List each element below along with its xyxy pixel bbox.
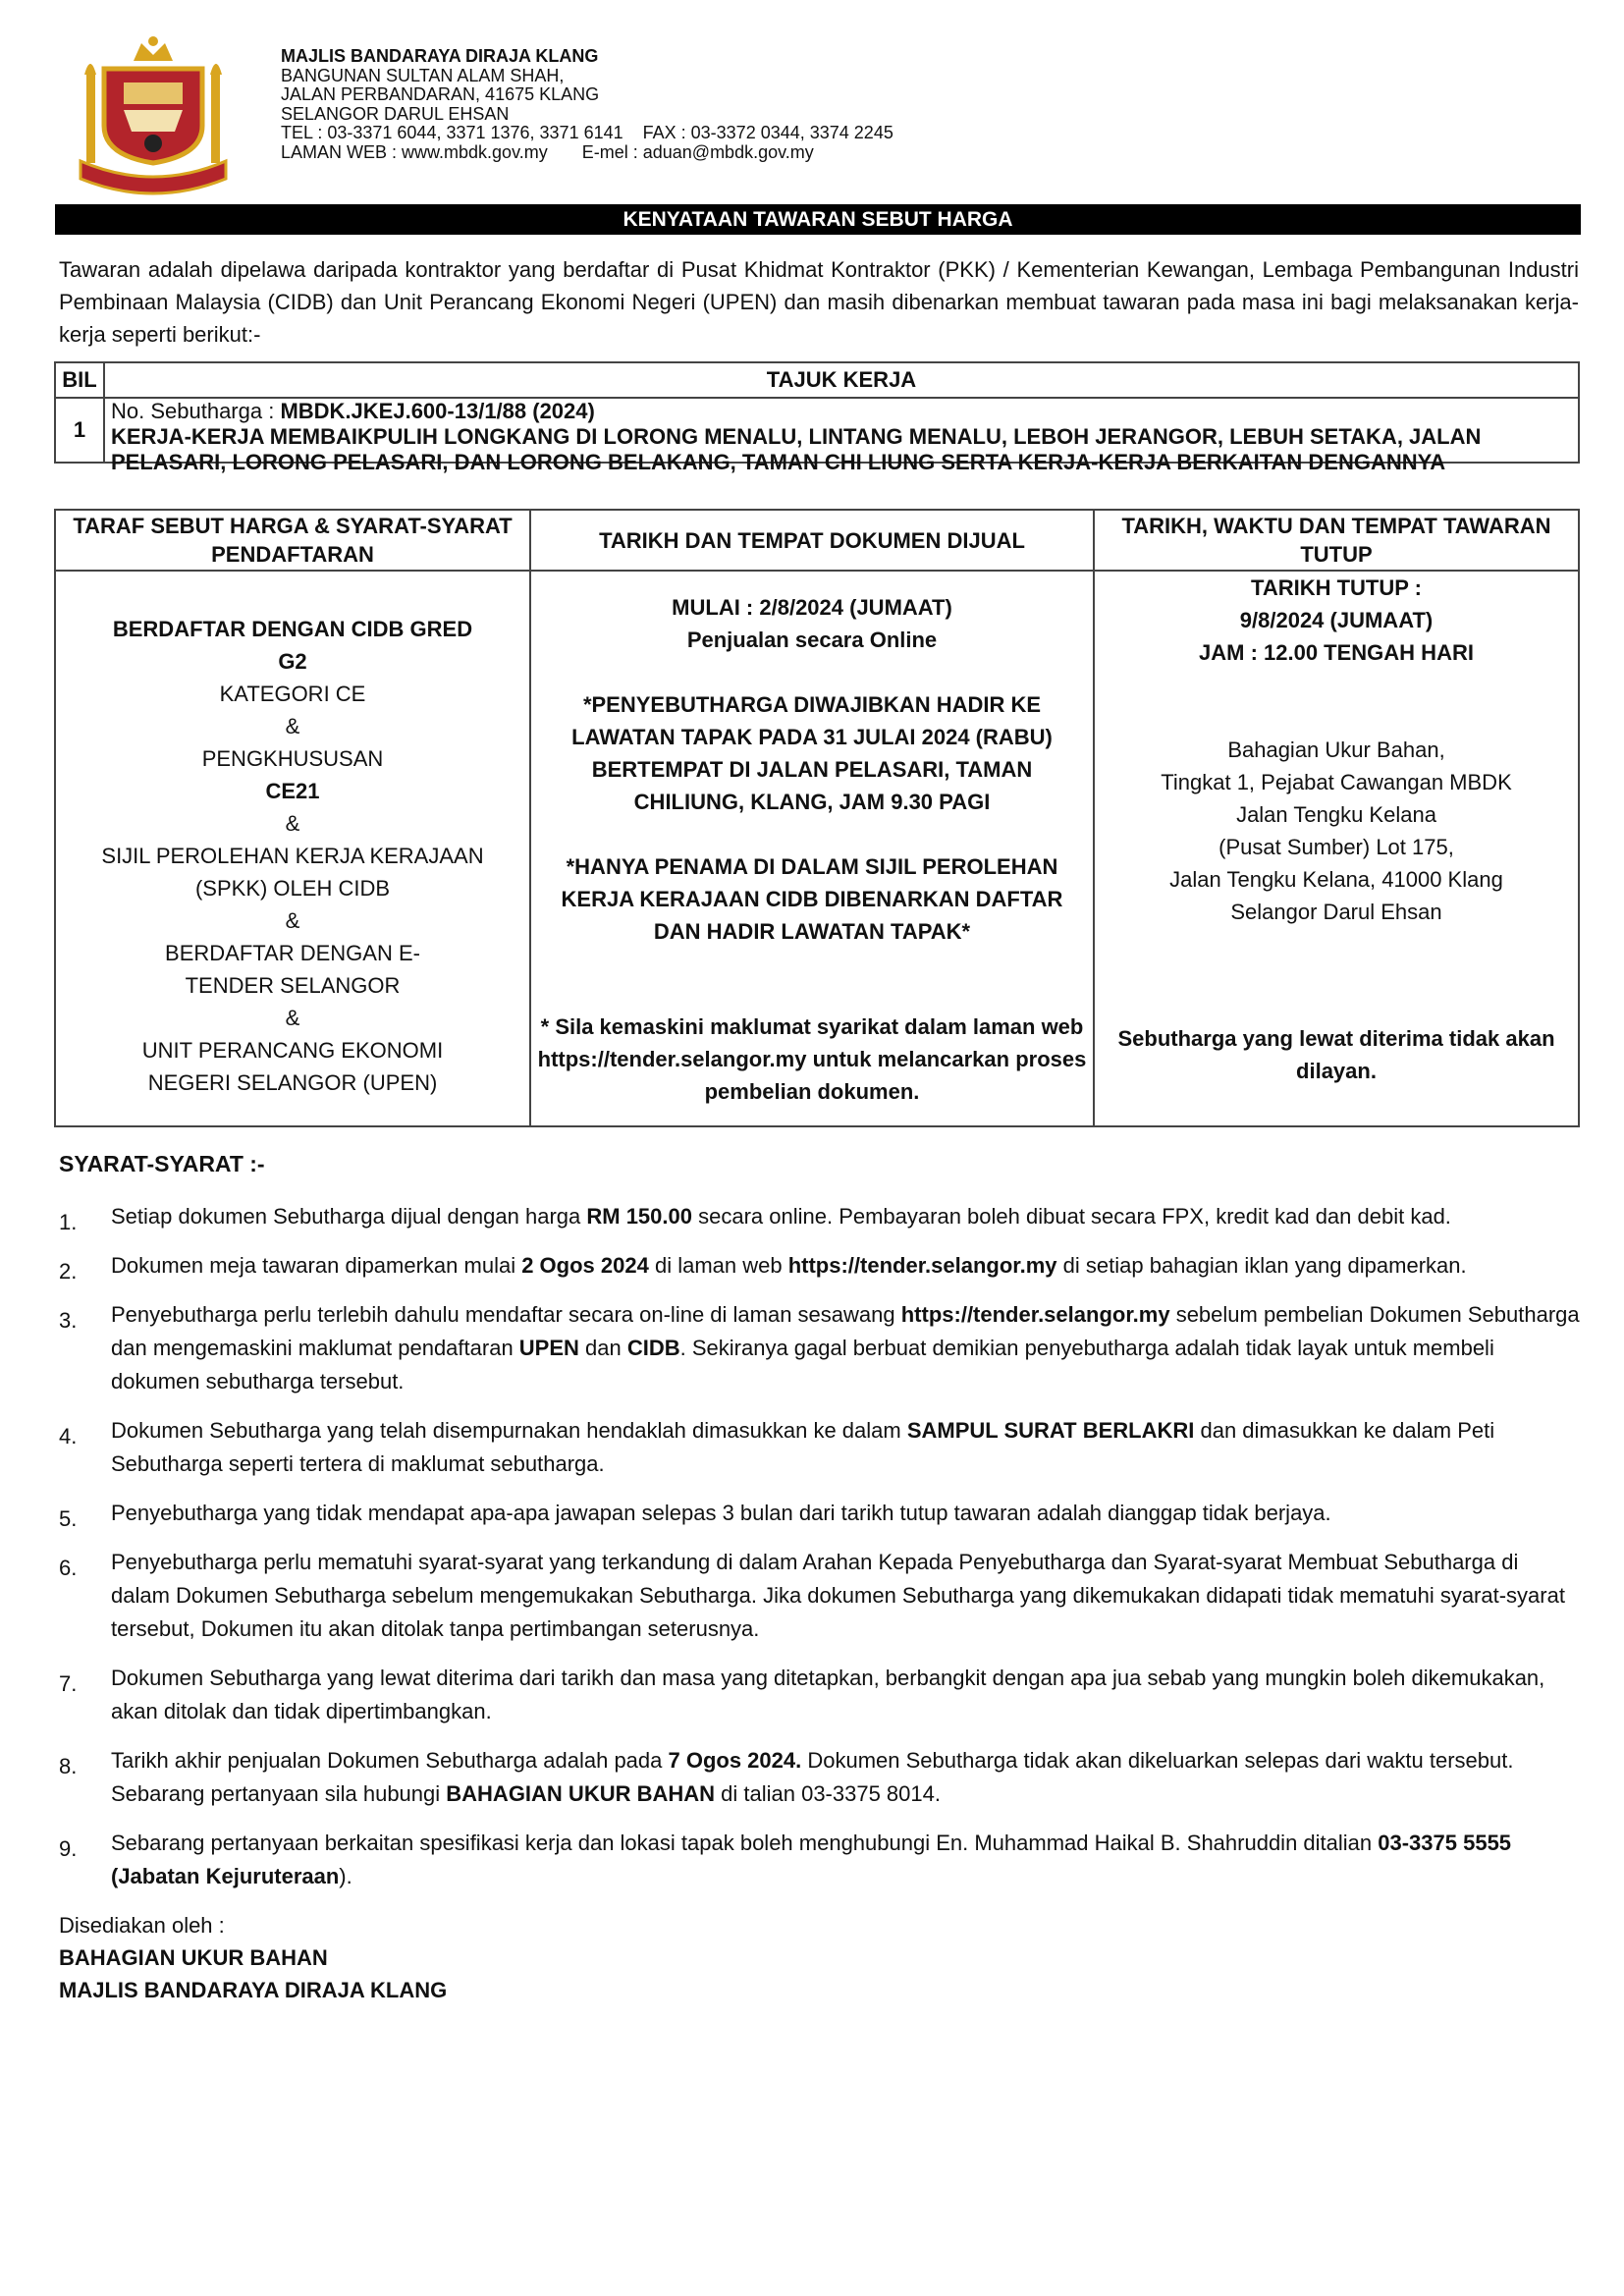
ampersand: &: [285, 908, 300, 933]
closing-place: Selangor Darul Ehsan: [1230, 900, 1442, 924]
address-line: JALAN PERBANDARAN, 41675 KLANG: [281, 84, 600, 104]
item-text: ).: [339, 1864, 352, 1888]
update-note: * Sila kemaskini maklumat syarikat dalam laman web https://tender.selangor.my untuk melancarkan proses pembelian dokumen.: [537, 1014, 1087, 1104]
intro-paragraph: Tawaran adalah dipelawa daripada kontraktor yang berdaftar di Pusat Khidmat Kontraktor (PKK) / Kementerian Kewangan, Lembaga Pembangunan Industri Pembinaan Malaysia (CIDB) dan Unit Perancang Ekonomi Negeri (UPEN) dan masih dibenarkan membuat tawaran pada masa ini bagi melaksanakan kerja-kerja seperti berikut:-: [59, 257, 1579, 347]
item-text: Tarikh akhir penjualan Dokumen Sebutharga adalah pada: [111, 1748, 669, 1773]
item-text: di laman web: [648, 1253, 788, 1278]
item-text: di talian 03-3375 8014.: [715, 1781, 941, 1806]
reg-grade: G2: [278, 649, 307, 674]
closing-place: Tingkat 1, Pejabat Cawangan MBDK: [1161, 770, 1512, 794]
item-number: 5.: [59, 1506, 78, 1531]
col-header-tarikh-dijual: TARIKH DAN TEMPAT DOKUMEN DIJUAL: [530, 510, 1094, 571]
sale-start: MULAI : 2/8/2024 (JUMAAT): [672, 595, 952, 620]
tender-url: https://tender.selangor.my: [787, 1253, 1057, 1278]
list-item: [57, 1827, 1581, 1893]
item-text: . Sekiranya gagal berbuat demikian penyebutharga adalah tidak layak untuk membeli dokumen sebutharga tersebut.: [111, 1336, 1494, 1394]
item-text: di setiap bahagian iklan yang dipamerkan.: [1056, 1253, 1467, 1278]
item-text: dan: [578, 1336, 627, 1360]
address-line: SELANGOR DARUL EHSAN: [281, 103, 510, 124]
address-line: BANGUNAN SULTAN ALAM SHAH,: [281, 65, 565, 85]
row-number: 1: [55, 398, 104, 463]
work-description: [104, 398, 1579, 474]
list-item: [57, 1546, 1581, 1646]
col-header-taraf: TARAF SEBUT HARGA & SYARAT-SYARAT PENDAFTARAN: [55, 510, 530, 571]
item-bold: SAMPUL SURAT BERLAKRI: [906, 1418, 1195, 1443]
item-text: Setiap dokumen Sebutharga dijual dengan harga: [111, 1204, 587, 1229]
closing-place: (Pusat Sumber) Lot 175,: [1218, 835, 1454, 859]
col-header-tajuk: TAJUK KERJA: [104, 362, 1579, 398]
list-item: [57, 1414, 1581, 1481]
site-visit-note: *PENYEBUTHARGA DIWAJIBKAN HADIR KE LAWATAN TAPAK PADA 31 JULAI 2024 (RABU) BERTEMPAT DI JALAN PELASARI, TAMAN CHILIUNG, KLANG, JAM 9.30 PAGI: [571, 692, 1053, 814]
reg-line: SIJIL PEROLEHAN KERJA KERAJAAN (SPKK) OLEH CIDB: [101, 844, 484, 901]
item-text: Dokumen Sebutharga yang lewat diterima dari tarikh dan masa yang ditetapkan, berbangkit dengan apa jua sebab yang mungkin boleh dikemukakan, akan ditolak dan tidak dipertimbangkan.: [111, 1666, 1545, 1723]
ref-label: No. Sebutharga :: [111, 399, 281, 423]
item-bold: 7 Ogos 2024.: [668, 1748, 802, 1773]
work-table: [54, 361, 1580, 474]
reg-line: PENGKHUSUSAN: [201, 746, 384, 771]
item-number: 3.: [59, 1308, 78, 1333]
list-item: [57, 1662, 1581, 1728]
registration-cell: [55, 571, 530, 1126]
web-email-line: LAMAN WEB : www.mbdk.gov.my E-mel : aduan@mbdk.gov.my: [281, 141, 814, 162]
item-text: sebelum pembelian Dokumen Sebutharga dan mengemaskini maklumat pendaftaran: [111, 1302, 1580, 1360]
closing-place: Jalan Tengku Kelana, 41000 Klang: [1169, 867, 1503, 892]
item-text: Sebarang pertanyaan berkaitan spesifikasi kerja dan lokasi tapak boleh menghubungi En. Muhammad Haikal B. Shahruddin ditalian: [111, 1831, 1379, 1855]
item-text: Dokumen Sebutharga tidak akan dikeluarkan selepas dari waktu tersebut. Sebarang pertanyaan sila hubungi: [111, 1748, 1514, 1806]
prepared-dept: BAHAGIAN UKUR BAHAN: [59, 1945, 328, 1970]
conditions-heading: SYARAT-SYARAT :-: [59, 1151, 265, 1176]
item-number: 9.: [59, 1836, 78, 1861]
item-text: Dokumen meja tawaran dipamerkan mulai: [111, 1253, 522, 1278]
conditions-list: [57, 1200, 1581, 1909]
item-text: Penyebutharga perlu terlebih dahulu mendaftar secara on-line di laman sesawang: [111, 1302, 901, 1327]
closing-cell: [1094, 571, 1579, 1126]
closing-date: 9/8/2024 (JUMAAT): [1239, 608, 1434, 632]
crest-logo: [77, 35, 230, 192]
named-only-note: *HANYA PENAMA DI DALAM SIJIL PEROLEHAN KERJA KERAJAAN CIDB DIBENARKAN DAFTAR DAN HADIR LAWATAN TAPAK*: [561, 854, 1063, 944]
item-number: 2.: [59, 1259, 78, 1284]
letterhead: [281, 47, 893, 162]
list-item: [57, 1497, 1581, 1530]
item-text: Dokumen Sebutharga yang telah disempurnakan hendaklah dimasukkan ke dalam: [111, 1418, 907, 1443]
notice-title: KENYATAAN TAWARAN SEBUT HARGA: [55, 204, 1581, 235]
item-number: 1.: [59, 1210, 78, 1234]
closing-place: Jalan Tengku Kelana: [1236, 802, 1436, 827]
prepared-label: Disediakan oleh :: [59, 1913, 225, 1938]
ampersand: &: [285, 714, 300, 738]
table-row: [55, 398, 1579, 463]
item-number: 4.: [59, 1424, 78, 1449]
list-item: [57, 1744, 1581, 1811]
item-number: 7.: [59, 1671, 78, 1696]
reg-line: KATEGORI CE: [219, 682, 366, 706]
item-number: 6.: [59, 1556, 78, 1580]
ampersand: &: [285, 811, 300, 836]
list-item: [57, 1298, 1581, 1398]
late-note: Sebutharga yang lewat diterima tidak akan dilayan.: [1117, 1026, 1555, 1083]
work-title: KERJA-KERJA MEMBAIKPULIH LONGKANG DI LORONG MENALU, LINTANG MENALU, LEBOH JERANGOR, LEBUH SETAKA, JALAN PELASARI, LORONG PELASARI, DAN LORONG BELAKANG, TAMAN CHI LIUNG SERTA KERJA-KERJA BERKAITAN DENGANNYA: [111, 424, 1482, 474]
table-row: [55, 571, 1579, 1126]
list-item: [57, 1200, 1581, 1233]
phone-fax-line: TEL : 03-3371 6044, 3371 1376, 3371 6141 FAX : 03-3372 0344, 3374 2245: [281, 123, 893, 142]
conditions-table: [54, 509, 1580, 1127]
item-text: Penyebutharga perlu mematuhi syarat-syarat yang terkandung di dalam Arahan Kepada Penyebutharga dan Syarat-syarat Membuat Sebutharga di dalam Dokumen Sebutharga sebelum mengemukakan Sebutharga. Jika dokumen Sebutharga yang dikemukakan didapati tidak mematuhi syarat-syarat tersebut, Dokumen itu akan ditolak tanpa pertimbangan seterusnya.: [111, 1550, 1565, 1641]
item-bold: RM 150.00: [586, 1204, 692, 1229]
item-bold: BAHAGIAN UKUR BAHAN: [446, 1781, 716, 1806]
reg-specialisation: CE21: [265, 779, 320, 803]
item-number: 8.: [59, 1754, 78, 1778]
tender-url: https://tender.selangor.my: [900, 1302, 1170, 1327]
reg-line: UNIT PERANCANG EKONOMI NEGERI SELANGOR (UPEN): [141, 1038, 444, 1095]
closing-time: JAM : 12.00 TENGAH HARI: [1199, 640, 1474, 665]
ref-number: MBDK.JKEJ.600-13/1/88 (2024): [280, 399, 595, 423]
sale-mode: Penjualan secara Online: [686, 628, 938, 652]
sale-cell: [530, 571, 1094, 1126]
item-text: dan dimasukkan ke dalam Peti Sebutharga seperti tertera di maklumat sebutharga.: [111, 1418, 1495, 1476]
col-header-bil: BIL: [55, 362, 104, 398]
closing-label: TARIKH TUTUP :: [1251, 575, 1422, 600]
item-bold: 03-3375 5555 (Jabatan Kejuruteraan: [111, 1831, 1512, 1888]
item-bold: UPEN: [518, 1336, 579, 1360]
reg-line: BERDAFTAR DENGAN CIDB GRED: [112, 617, 473, 641]
closing-place: Bahagian Ukur Bahan,: [1227, 738, 1445, 762]
item-text: Penyebutharga yang tidak mendapat apa-apa jawapan selepas 3 bulan dari tarikh tutup tawaran adalah dianggap tidak berjaya.: [111, 1501, 1331, 1525]
col-header-tarikh-tutup: TARIKH, WAKTU DAN TEMPAT TAWARAN TUTUP: [1094, 510, 1579, 571]
org-name: MAJLIS BANDARAYA DIRAJA KLANG: [281, 46, 599, 66]
list-item: [57, 1249, 1581, 1283]
item-bold: CIDB: [626, 1336, 680, 1360]
reg-line: BERDAFTAR DENGAN E-TENDER SELANGOR: [165, 941, 420, 998]
item-text: secara online. Pembayaran boleh dibuat secara FPX, kredit kad dan debit kad.: [692, 1204, 1451, 1229]
ampersand: &: [285, 1006, 300, 1030]
item-bold: 2 Ogos 2024: [521, 1253, 649, 1278]
prepared-org: MAJLIS BANDARAYA DIRAJA KLANG: [59, 1978, 448, 2002]
prepared-by: [59, 1909, 447, 2006]
